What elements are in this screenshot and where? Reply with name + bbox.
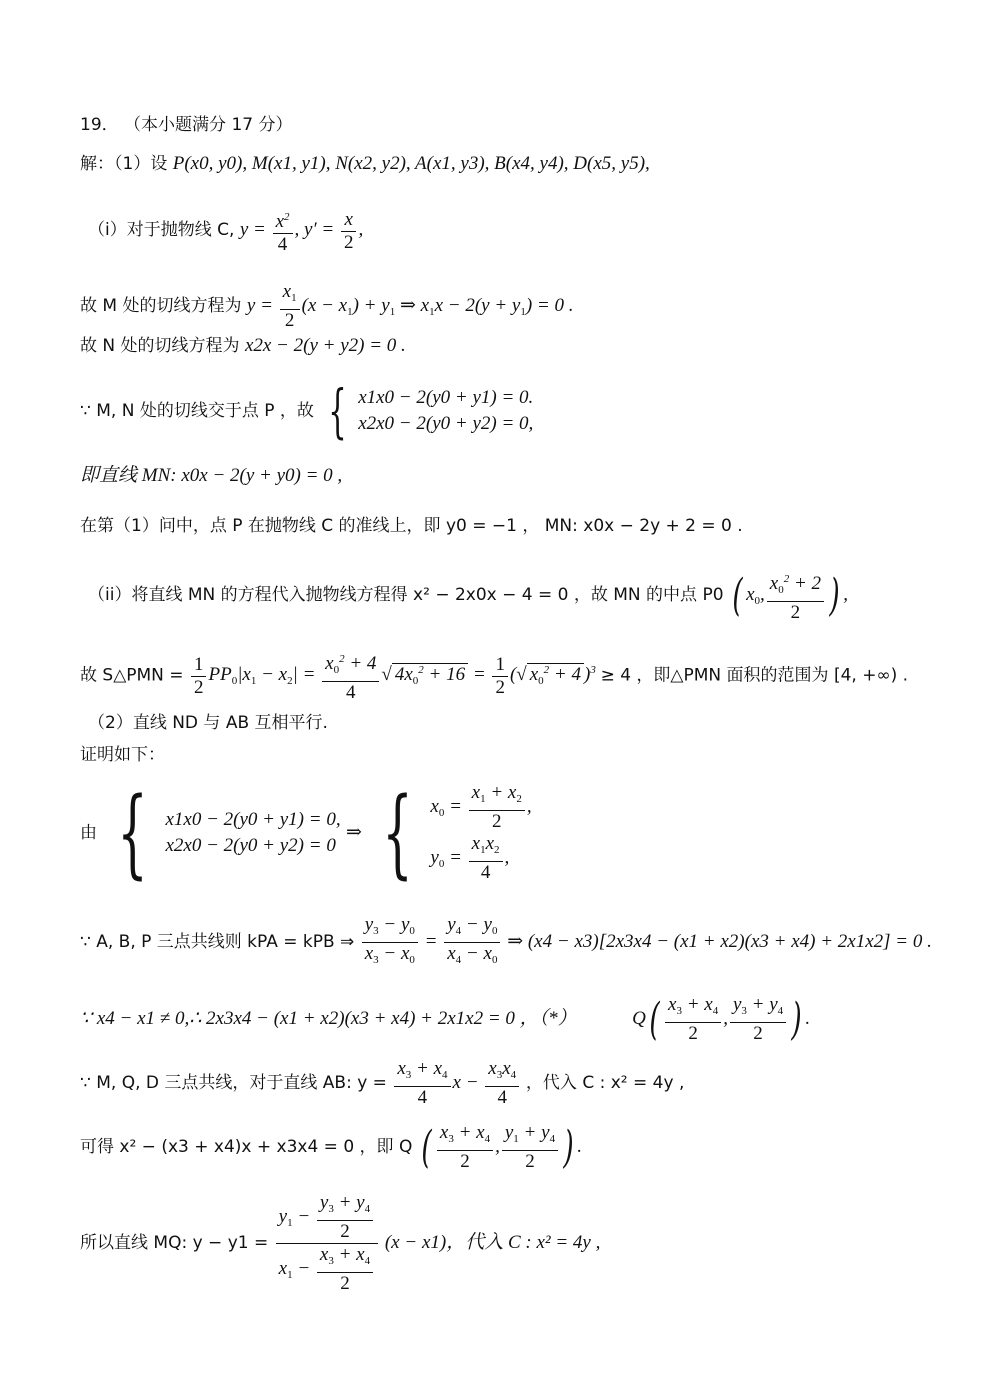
left-brace-icon: { [328, 377, 347, 445]
since-line [80, 994, 810, 1045]
implies-arrow: ⇒ [346, 822, 362, 843]
system-3-line-2: $y_0$ = $\frac{x_1x_2}{4}$ , [430, 833, 510, 883]
intersect-prefix: ∵ M, N 处的切线交于点 P ，故 [80, 401, 314, 421]
collinear-ABP [80, 914, 932, 971]
tangent-N [80, 334, 406, 358]
problem-number: 19． [80, 115, 119, 135]
Q-coords-2: ( $\frac{x_3 + x_4}{2}$ , $\frac{y_1 + y_4}{2}$ ) . [421, 1121, 582, 1173]
part-2-title [80, 711, 328, 735]
system-2 [102, 777, 341, 889]
system-2-line-2: x2x0 − 2(y0 + y2) = 0 [165, 835, 336, 856]
system-1-line-2: x2x0 − 2(y0 + y2) = 0, [358, 413, 534, 434]
part-ii-midpoint [80, 568, 848, 624]
from-label: 由 [80, 823, 97, 843]
solution-intro [80, 152, 650, 176]
system-1 [319, 377, 534, 445]
problem-header [80, 113, 293, 137]
system-1-line-1: x1x0 − 2(y0 + y1) = 0. [358, 387, 534, 408]
part-ii-text: （ii）将直线 MN 的方程代入抛物线方程得 x² − 2x0x − 4 = 0 ，故 MN 的中点 P0 [88, 585, 724, 606]
left-brace-icon: { [382, 777, 414, 889]
part-2-text: （2）直线 ND 与 AB 互相平行. [88, 713, 328, 733]
line-MQ-prefix: 所以直线 MQ: y − y1 = [80, 1232, 269, 1253]
system-2-line-1: x1x0 − 2(y0 + y1) = 0, [165, 809, 341, 830]
part-i-label: （i）对于抛物线 C, [88, 220, 235, 241]
midpoint-coords: ( $x_0$, $\frac{x_0^2 + 2}{2}$ ) , [732, 570, 848, 623]
collinear-prefix: ∵ A, B, P 三点共线则 kPA = kPB ⇒ [80, 931, 355, 952]
intro-label: 解：（1）设 [80, 154, 168, 174]
get-Q-prefix: 可得 x² − (x3 + x4)x + x3x4 = 0 ，即 Q [80, 1136, 413, 1157]
proof-label-text: 证明如下： [80, 745, 165, 765]
parabola-equation: y = $\frac{x^2}{4}$ , y′ = $\frac{x}{2}$ , [240, 219, 363, 240]
line-MQ [80, 1192, 600, 1295]
area-formula: $\frac{1}{2}$ $PP_0|x_1 - x_2|$ = $\frac{x_0^2 + 4}{4}$ √ $4x_0^2 + 16$ = $\frac{1}{2}$ (√ $x_0^2 + 4$ )$^3$ [189, 664, 601, 685]
area-prefix: 故 S△PMN = [80, 665, 184, 686]
tangent-M-prefix: 故 M 处的切线方程为 [80, 295, 242, 316]
proof-label [80, 743, 165, 767]
system-3 [367, 777, 532, 889]
line-MN-text: 即直线 MN: x0x − 2(y + y0) = 0 , [80, 465, 343, 486]
tangent-N-equation: x2x − 2(y + y2) = 0 . [244, 335, 406, 356]
tangent-M-equation: y = $\frac{x_1}{2}$ $(x - x_1) + y_1$ ⇒ $x_1x - 2(y + y_1) = 0$ . [246, 281, 574, 331]
collinear-suffix: ⇒ (x4 − x3)[2x3x4 − (x1 + x2)(x3 + x4) + 2x1x2] = 0 . [507, 930, 932, 952]
system-3-line-1: $x_0$ = $\frac{x_1 + x_2}{2}$ , [430, 782, 532, 832]
directrix-line [80, 514, 743, 538]
problem-points: （本小题满分 17 分） [124, 115, 293, 135]
Q-coords: Q( $\frac{x_3 + x_4}{2}$ , $\frac{y_3 + y_4}{2}$ ) . [632, 993, 811, 1045]
line-MQ-suffix: (x − x1)，代入 C : x² = 4y , [384, 1231, 601, 1253]
get-Q [80, 1122, 582, 1173]
line-MN [80, 464, 342, 488]
left-brace-icon: { [117, 777, 149, 889]
system-derivation [80, 777, 532, 889]
area-suffix: ≥ 4 ，即△PMN 面积的范围为 [4, +∞) . [600, 665, 909, 686]
area-line [80, 648, 908, 704]
mqd-suffix: ，代入 C : x² = 4y , [525, 1072, 685, 1093]
since-text: ∵ x4 − x1 ≠ 0,∴ 2x3x4 − (x1 + x2)(x3 + x4) + 2x1x2 = 0 ，（*） [80, 1007, 577, 1029]
tangent-M [80, 281, 574, 332]
intro-points: P(x0, y0), M(x1, y1), N(x2, y2), A(x1, y3), B(x4, y4), D(x5, y5), [172, 153, 650, 174]
directrix-text: 在第（1）问中，点 P 在抛物线 C 的准线上，即 y0 = −1 ， MN: x0x − 2y + 2 = 0 . [80, 516, 743, 536]
tangent-N-prefix: 故 N 处的切线方程为 [80, 336, 240, 356]
intersection-system [80, 377, 534, 445]
slope-equality: $\frac{y_3 - y_0}{x_3 - x_0}$ = $\frac{y_4 - y_0}{x_4 - x_0}$ [360, 931, 507, 952]
collinear-MQD [80, 1058, 684, 1109]
part-i-derivative [80, 206, 363, 256]
line-MQ-slope: $y_1$ − $\frac{y_3 + y_4}{2}$ $x_1$ − $\frac{x_3 + x_4}{2}$ [274, 1232, 385, 1253]
line-AB-formula: $\frac{x_3 + x_4}{4}$ x − $\frac{x_3x_4}{4}$ [392, 1072, 526, 1093]
mqd-prefix: ∵ M, Q, D 三点共线，对于直线 AB: y = [80, 1072, 387, 1093]
